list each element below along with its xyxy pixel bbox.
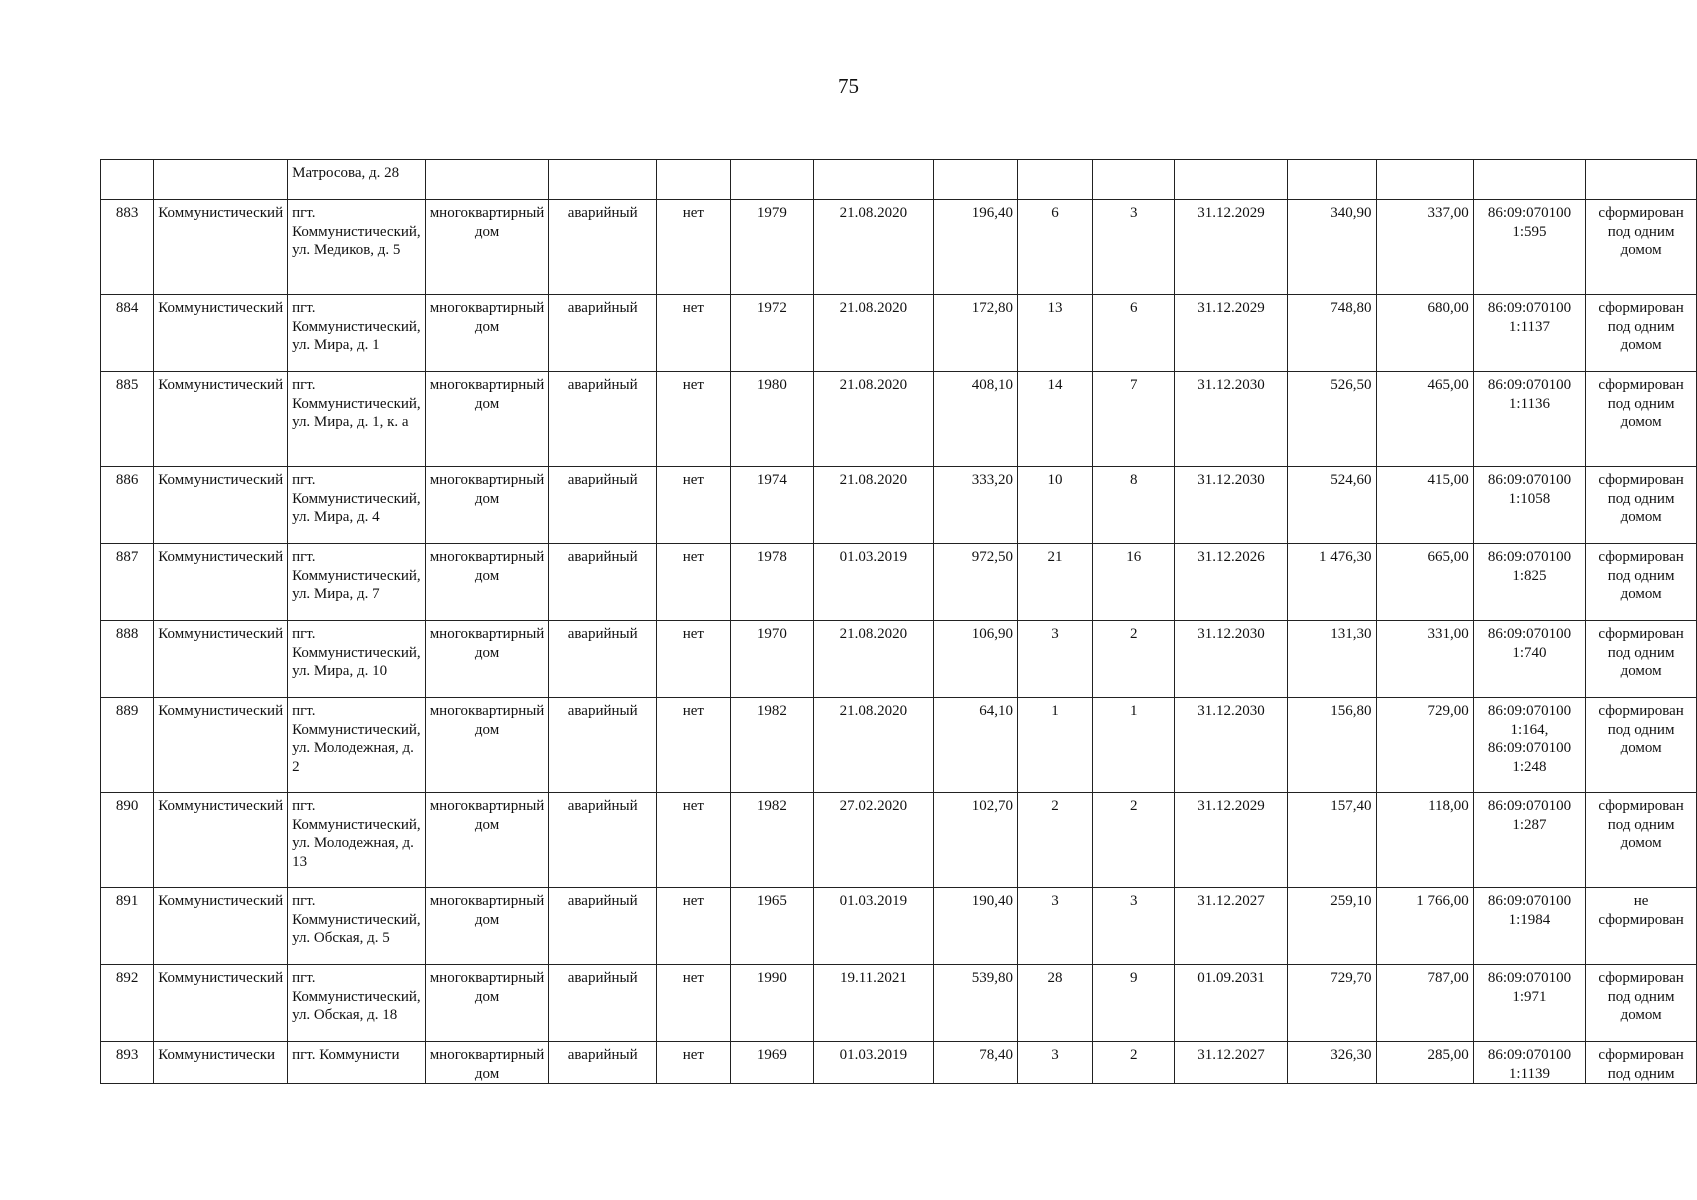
cell-date: 21.08.2020 bbox=[814, 698, 934, 793]
cell-date: 01.03.2019 bbox=[814, 1042, 934, 1084]
table-row bbox=[101, 698, 1697, 793]
cell-municipality: Коммунистически bbox=[154, 1042, 288, 1084]
cell-status: сформирован под одним домом bbox=[1586, 467, 1697, 544]
cell-status: сформирован под одним домом bbox=[1586, 698, 1697, 793]
cell-type: многоквартирный дом bbox=[425, 200, 549, 295]
cell-flag: нет bbox=[657, 1042, 731, 1084]
cell-type: многоквартирный дом bbox=[425, 965, 549, 1042]
cell-num: 886 bbox=[101, 467, 154, 544]
cell-deadline: 31.12.2030 bbox=[1175, 621, 1287, 698]
cell-address: пгт. Коммунистический, ул. Мира, д. 7 bbox=[288, 544, 426, 621]
cell-n2: 8 bbox=[1093, 467, 1175, 544]
cell-area3: 1 766,00 bbox=[1376, 888, 1473, 965]
cell-municipality: Коммунистический bbox=[154, 295, 288, 372]
cell-num: 887 bbox=[101, 544, 154, 621]
cell-area2: 526,50 bbox=[1287, 372, 1376, 467]
cell-status: сформирован под одним домом bbox=[1586, 544, 1697, 621]
cell-state: аварийный bbox=[549, 965, 657, 1042]
cell-cadastral: 86:09:070100 1:1136 bbox=[1473, 372, 1585, 467]
cell-n1: 3 bbox=[1018, 1042, 1093, 1084]
cell-state: аварийный bbox=[549, 372, 657, 467]
cell-year: 1982 bbox=[730, 793, 813, 888]
cell-area2: 156,80 bbox=[1287, 698, 1376, 793]
cell-address: пгт. Коммунистический, ул. Молодежная, д. 2 bbox=[288, 698, 426, 793]
cell-address: пгт. Коммунисти bbox=[288, 1042, 426, 1084]
cell-n1 bbox=[1018, 160, 1093, 200]
cell-n2: 16 bbox=[1093, 544, 1175, 621]
cell-n2 bbox=[1093, 160, 1175, 200]
cell-municipality: Коммунистический bbox=[154, 698, 288, 793]
cell-area: 172,80 bbox=[933, 295, 1017, 372]
cell-deadline: 31.12.2026 bbox=[1175, 544, 1287, 621]
cell-area3: 331,00 bbox=[1376, 621, 1473, 698]
cell-state bbox=[549, 160, 657, 200]
cell-type: многоквартирный дом bbox=[425, 467, 549, 544]
cell-n1: 21 bbox=[1018, 544, 1093, 621]
cell-municipality bbox=[154, 160, 288, 200]
cell-state: аварийный bbox=[549, 467, 657, 544]
cell-cadastral: 86:09:070100 1:164, 86:09:070100 1:248 bbox=[1473, 698, 1585, 793]
cell-deadline: 31.12.2027 bbox=[1175, 1042, 1287, 1084]
cell-area: 196,40 bbox=[933, 200, 1017, 295]
cell-year: 1965 bbox=[730, 888, 813, 965]
cell-flag: нет bbox=[657, 793, 731, 888]
cell-address: пгт. Коммунистический, ул. Мира, д. 10 bbox=[288, 621, 426, 698]
cell-state: аварийный bbox=[549, 888, 657, 965]
cell-area3 bbox=[1376, 160, 1473, 200]
cell-deadline: 31.12.2029 bbox=[1175, 295, 1287, 372]
cell-n2: 7 bbox=[1093, 372, 1175, 467]
cell-type bbox=[425, 160, 549, 200]
cell-status bbox=[1586, 160, 1697, 200]
cell-date: 27.02.2020 bbox=[814, 793, 934, 888]
cell-date: 21.08.2020 bbox=[814, 372, 934, 467]
table-row bbox=[101, 372, 1697, 467]
cell-year: 1970 bbox=[730, 621, 813, 698]
cell-cadastral: 86:09:070100 1:287 bbox=[1473, 793, 1585, 888]
cell-address: пгт. Коммунистический, ул. Обская, д. 18 bbox=[288, 965, 426, 1042]
cell-municipality: Коммунистический bbox=[154, 621, 288, 698]
cell-area: 190,40 bbox=[933, 888, 1017, 965]
cell-n2: 6 bbox=[1093, 295, 1175, 372]
cell-num: 885 bbox=[101, 372, 154, 467]
cell-area3: 285,00 bbox=[1376, 1042, 1473, 1084]
cell-deadline bbox=[1175, 160, 1287, 200]
cell-date: 21.08.2020 bbox=[814, 200, 934, 295]
cell-date: 21.08.2020 bbox=[814, 295, 934, 372]
cell-num: 890 bbox=[101, 793, 154, 888]
cell-area2: 131,30 bbox=[1287, 621, 1376, 698]
table-row bbox=[101, 544, 1697, 621]
cell-area3: 465,00 bbox=[1376, 372, 1473, 467]
cell-type: многоквартирный дом bbox=[425, 295, 549, 372]
cell-num bbox=[101, 160, 154, 200]
cell-n1: 10 bbox=[1018, 467, 1093, 544]
cell-flag: нет bbox=[657, 621, 731, 698]
cell-address: пгт. Коммунистический, ул. Мира, д. 1, к. а bbox=[288, 372, 426, 467]
cell-status: сформирован под одним домом bbox=[1586, 200, 1697, 295]
cell-num: 892 bbox=[101, 965, 154, 1042]
cell-status: не сформирован bbox=[1586, 888, 1697, 965]
cell-area: 78,40 bbox=[933, 1042, 1017, 1084]
table-row bbox=[101, 200, 1697, 295]
page-number: 75 bbox=[838, 74, 859, 98]
cell-status: сформирован под одним bbox=[1586, 1042, 1697, 1084]
cell-state: аварийный bbox=[549, 295, 657, 372]
cell-area2: 259,10 bbox=[1287, 888, 1376, 965]
cell-num: 889 bbox=[101, 698, 154, 793]
cell-year: 1974 bbox=[730, 467, 813, 544]
cell-deadline: 31.12.2030 bbox=[1175, 467, 1287, 544]
cell-status: сформирован под одним домом bbox=[1586, 295, 1697, 372]
cell-flag: нет bbox=[657, 467, 731, 544]
cell-year: 1972 bbox=[730, 295, 813, 372]
cell-n1: 2 bbox=[1018, 793, 1093, 888]
cell-num: 888 bbox=[101, 621, 154, 698]
cell-n1: 28 bbox=[1018, 965, 1093, 1042]
cell-n2: 3 bbox=[1093, 200, 1175, 295]
cell-type: многоквартирный дом bbox=[425, 793, 549, 888]
cell-flag bbox=[657, 160, 731, 200]
cell-address: пгт. Коммунистический, ул. Медиков, д. 5 bbox=[288, 200, 426, 295]
cell-municipality: Коммунистический bbox=[154, 372, 288, 467]
cell-municipality: Коммунистический bbox=[154, 544, 288, 621]
cell-flag: нет bbox=[657, 200, 731, 295]
cell-type: многоквартирный дом bbox=[425, 621, 549, 698]
cell-year: 1979 bbox=[730, 200, 813, 295]
cell-deadline: 31.12.2029 bbox=[1175, 793, 1287, 888]
cell-flag: нет bbox=[657, 698, 731, 793]
cell-n2: 3 bbox=[1093, 888, 1175, 965]
cell-area3: 415,00 bbox=[1376, 467, 1473, 544]
cell-deadline: 31.12.2030 bbox=[1175, 698, 1287, 793]
cell-status: сформирован под одним домом bbox=[1586, 965, 1697, 1042]
cell-date: 01.03.2019 bbox=[814, 544, 934, 621]
cell-cadastral: 86:09:070100 1:595 bbox=[1473, 200, 1585, 295]
cell-state: аварийный bbox=[549, 1042, 657, 1084]
cell-cadastral: 86:09:070100 1:971 bbox=[1473, 965, 1585, 1042]
cell-flag: нет bbox=[657, 965, 731, 1042]
cell-area: 102,70 bbox=[933, 793, 1017, 888]
cell-area2: 340,90 bbox=[1287, 200, 1376, 295]
cell-address: пгт. Коммунистический, ул. Обская, д. 5 bbox=[288, 888, 426, 965]
cell-area2: 748,80 bbox=[1287, 295, 1376, 372]
cell-municipality: Коммунистический bbox=[154, 965, 288, 1042]
cell-status: сформирован под одним домом bbox=[1586, 793, 1697, 888]
cell-type: многоквартирный дом bbox=[425, 698, 549, 793]
cell-n2: 1 bbox=[1093, 698, 1175, 793]
cell-cadastral: 86:09:070100 1:1058 bbox=[1473, 467, 1585, 544]
cell-n2: 2 bbox=[1093, 621, 1175, 698]
cell-cadastral: 86:09:070100 1:825 bbox=[1473, 544, 1585, 621]
cell-date: 19.11.2021 bbox=[814, 965, 934, 1042]
cell-area: 539,80 bbox=[933, 965, 1017, 1042]
cell-n1: 14 bbox=[1018, 372, 1093, 467]
cell-area2 bbox=[1287, 160, 1376, 200]
cell-cadastral: 86:09:070100 1:1137 bbox=[1473, 295, 1585, 372]
cell-area2: 326,30 bbox=[1287, 1042, 1376, 1084]
table-row bbox=[101, 793, 1697, 888]
cell-n2: 9 bbox=[1093, 965, 1175, 1042]
cell-year: 1982 bbox=[730, 698, 813, 793]
cell-address: пгт. Коммунистический, ул. Мира, д. 4 bbox=[288, 467, 426, 544]
cell-status: сформирован под одним домом bbox=[1586, 372, 1697, 467]
cell-deadline: 31.12.2030 bbox=[1175, 372, 1287, 467]
cell-flag: нет bbox=[657, 295, 731, 372]
cell-deadline: 31.12.2027 bbox=[1175, 888, 1287, 965]
cell-flag: нет bbox=[657, 372, 731, 467]
cell-address: пгт. Коммунистический, ул. Молодежная, д. 13 bbox=[288, 793, 426, 888]
cell-date: 01.03.2019 bbox=[814, 888, 934, 965]
cell-area: 106,90 bbox=[933, 621, 1017, 698]
cell-area2: 524,60 bbox=[1287, 467, 1376, 544]
table-row bbox=[101, 1042, 1697, 1084]
table-row bbox=[101, 467, 1697, 544]
cell-n1: 1 bbox=[1018, 698, 1093, 793]
cell-deadline: 01.09.2031 bbox=[1175, 965, 1287, 1042]
cell-address: пгт. Коммунистический, ул. Мира, д. 1 bbox=[288, 295, 426, 372]
table-row bbox=[101, 295, 1697, 372]
table-row bbox=[101, 965, 1697, 1042]
housing-register-table bbox=[100, 159, 1697, 1084]
cell-area3: 337,00 bbox=[1376, 200, 1473, 295]
cell-year: 1990 bbox=[730, 965, 813, 1042]
cell-cadastral bbox=[1473, 160, 1585, 200]
cell-state: аварийный bbox=[549, 793, 657, 888]
cell-flag: нет bbox=[657, 544, 731, 621]
cell-n1: 13 bbox=[1018, 295, 1093, 372]
cell-n1: 3 bbox=[1018, 888, 1093, 965]
cell-cadastral: 86:09:070100 1:1984 bbox=[1473, 888, 1585, 965]
cell-n1: 6 bbox=[1018, 200, 1093, 295]
cell-n2: 2 bbox=[1093, 1042, 1175, 1084]
cell-type: многоквартирный дом bbox=[425, 1042, 549, 1084]
cell-area3: 118,00 bbox=[1376, 793, 1473, 888]
cell-municipality: Коммунистический bbox=[154, 200, 288, 295]
cell-municipality: Коммунистический bbox=[154, 467, 288, 544]
cell-flag: нет bbox=[657, 888, 731, 965]
cell-area: 408,10 bbox=[933, 372, 1017, 467]
cell-area3: 729,00 bbox=[1376, 698, 1473, 793]
cell-area2: 157,40 bbox=[1287, 793, 1376, 888]
cell-address: Матросова, д. 28 bbox=[288, 160, 426, 200]
cell-area: 333,20 bbox=[933, 467, 1017, 544]
cell-area: 972,50 bbox=[933, 544, 1017, 621]
cell-year: 1969 bbox=[730, 1042, 813, 1084]
cell-year bbox=[730, 160, 813, 200]
cell-num: 891 bbox=[101, 888, 154, 965]
cell-num: 884 bbox=[101, 295, 154, 372]
cell-status: сформирован под одним домом bbox=[1586, 621, 1697, 698]
cell-deadline: 31.12.2029 bbox=[1175, 200, 1287, 295]
cell-area bbox=[933, 160, 1017, 200]
cell-date: 21.08.2020 bbox=[814, 621, 934, 698]
table-row bbox=[101, 621, 1697, 698]
cell-n2: 2 bbox=[1093, 793, 1175, 888]
cell-state: аварийный bbox=[549, 621, 657, 698]
cell-type: многоквартирный дом bbox=[425, 544, 549, 621]
cell-type: многоквартирный дом bbox=[425, 888, 549, 965]
cell-year: 1980 bbox=[730, 372, 813, 467]
cell-year: 1978 bbox=[730, 544, 813, 621]
cell-municipality: Коммунистический bbox=[154, 793, 288, 888]
cell-n1: 3 bbox=[1018, 621, 1093, 698]
cell-area: 64,10 bbox=[933, 698, 1017, 793]
cell-num: 883 bbox=[101, 200, 154, 295]
cell-cadastral: 86:09:070100 1:740 bbox=[1473, 621, 1585, 698]
cell-date: 21.08.2020 bbox=[814, 467, 934, 544]
cell-area3: 787,00 bbox=[1376, 965, 1473, 1042]
cell-type: многоквартирный дом bbox=[425, 372, 549, 467]
cell-num: 893 bbox=[101, 1042, 154, 1084]
cell-area3: 665,00 bbox=[1376, 544, 1473, 621]
cell-state: аварийный bbox=[549, 544, 657, 621]
cell-area2: 729,70 bbox=[1287, 965, 1376, 1042]
cell-state: аварийный bbox=[549, 200, 657, 295]
table-row bbox=[101, 888, 1697, 965]
cell-municipality: Коммунистический bbox=[154, 888, 288, 965]
cell-date bbox=[814, 160, 934, 200]
cell-area2: 1 476,30 bbox=[1287, 544, 1376, 621]
cell-cadastral: 86:09:070100 1:1139 bbox=[1473, 1042, 1585, 1084]
cell-state: аварийный bbox=[549, 698, 657, 793]
table-row-continued bbox=[101, 160, 1697, 200]
cell-area3: 680,00 bbox=[1376, 295, 1473, 372]
